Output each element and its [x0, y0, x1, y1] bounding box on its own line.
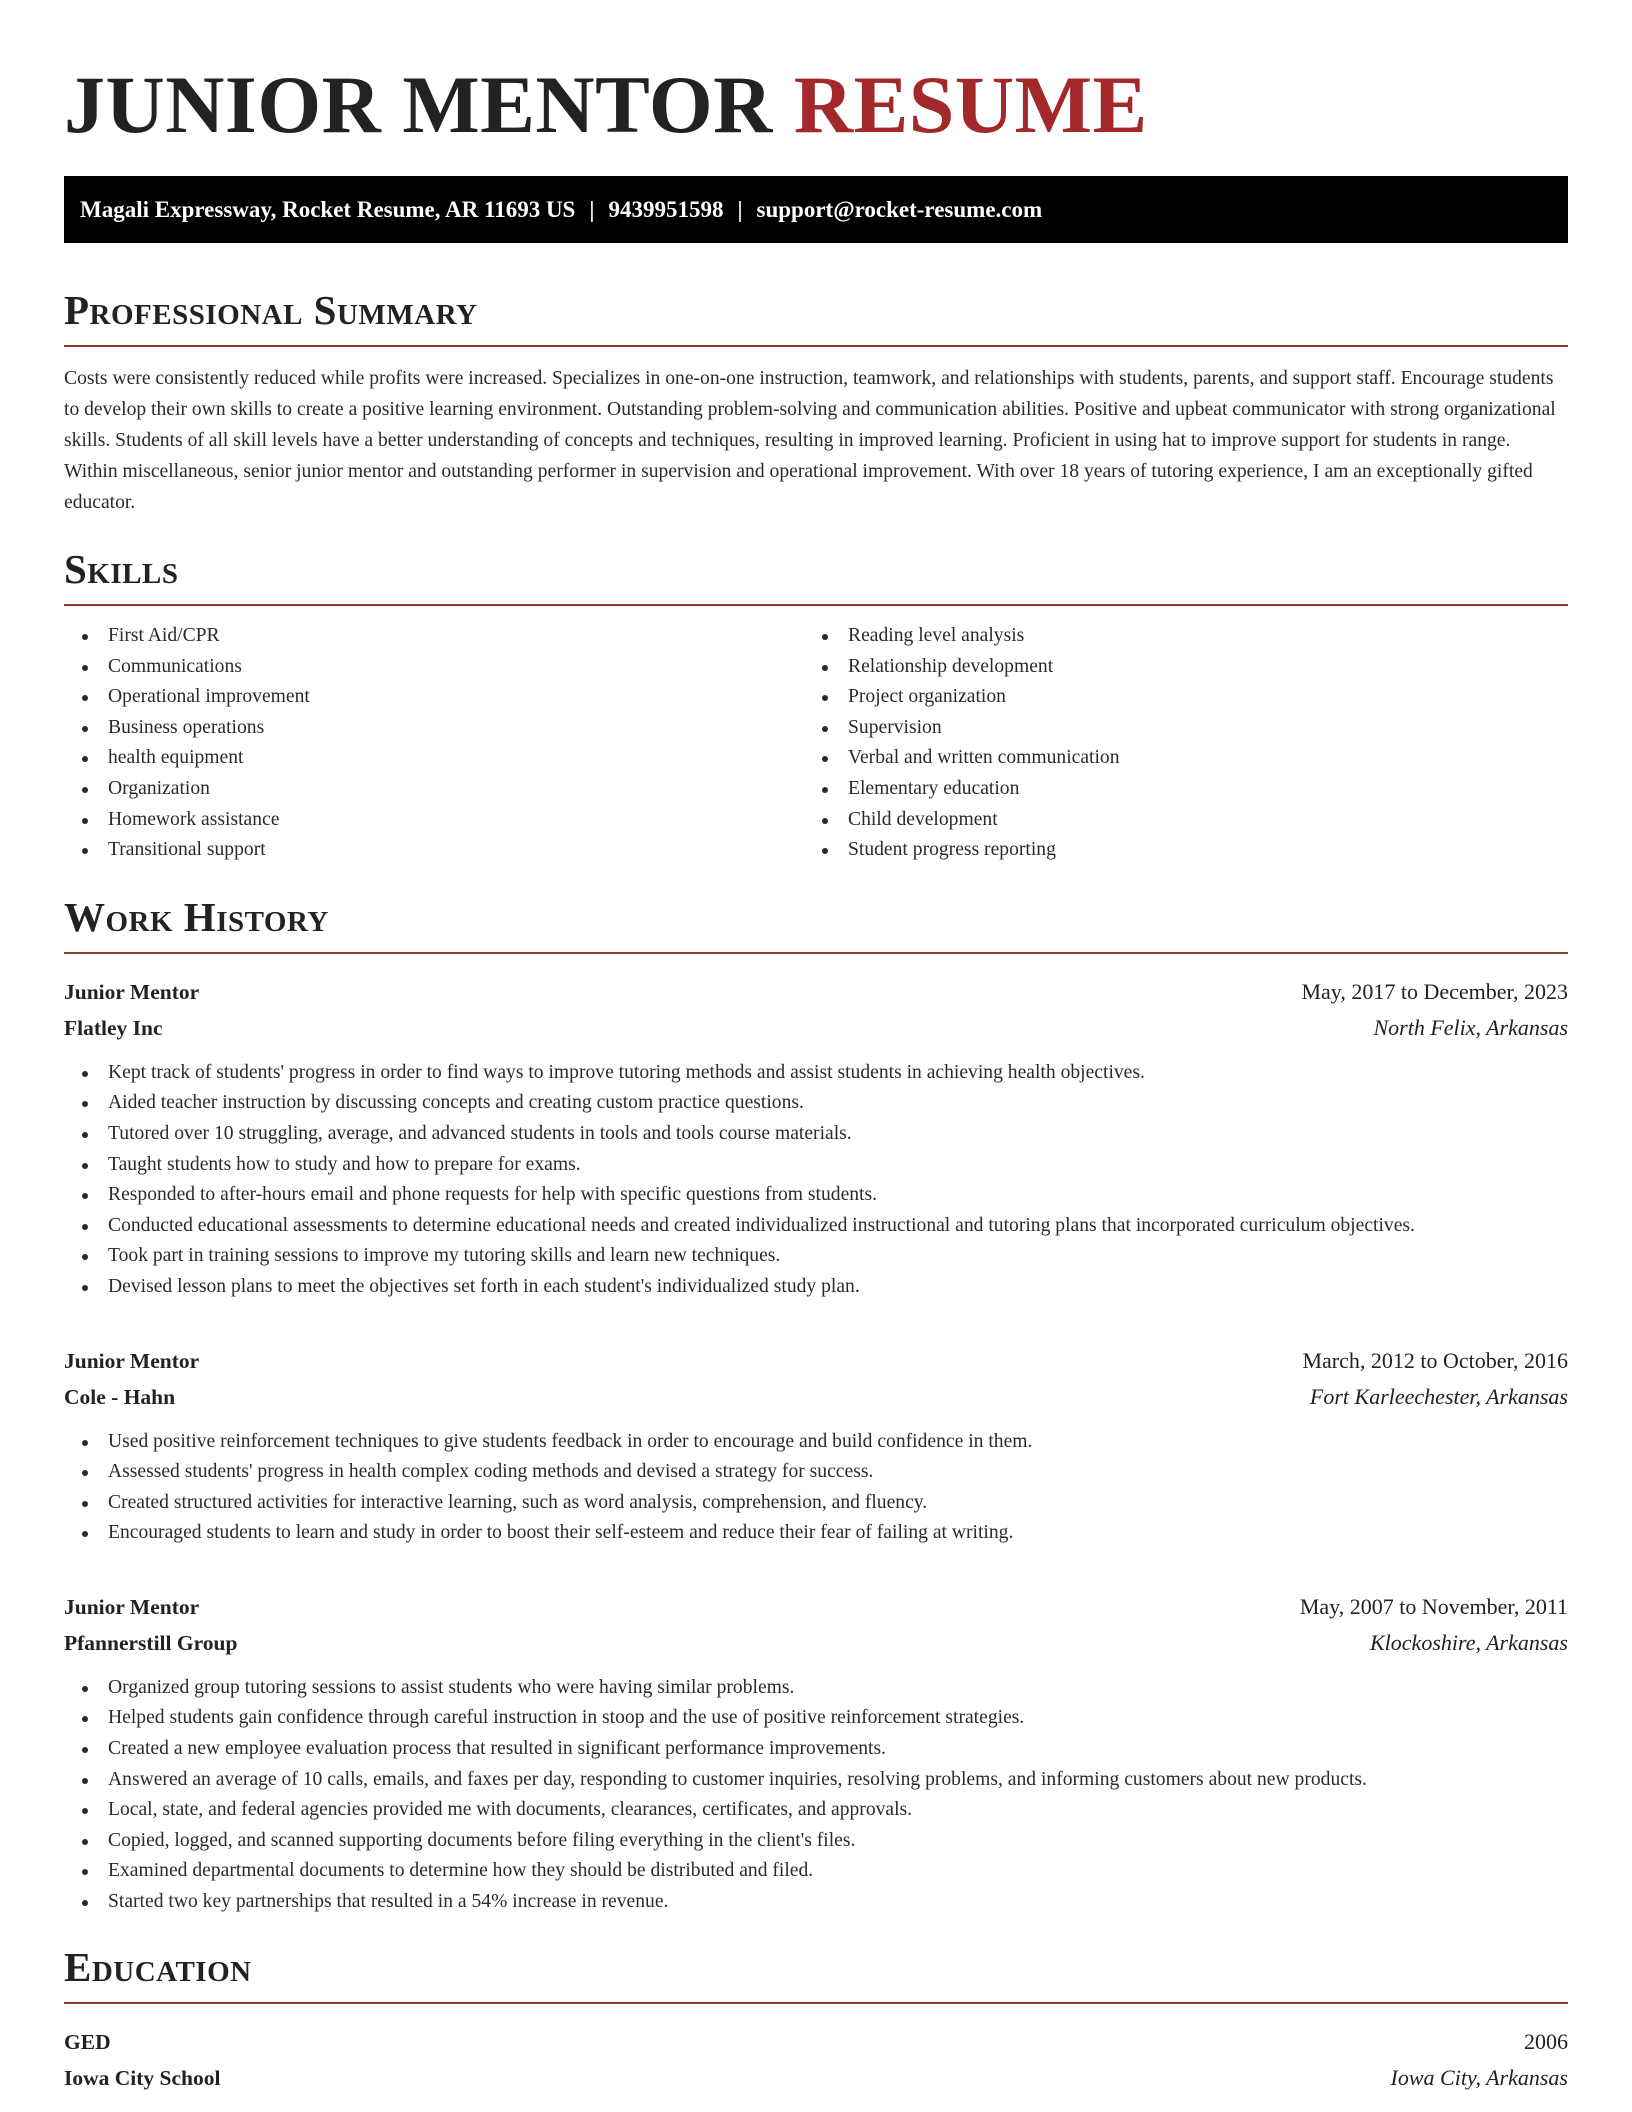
duty-item: Created structured activities for interactive learning, such as word analysis, comprehension, and fluency.: [64, 1488, 1568, 1519]
skill-item: Project organization: [804, 682, 1544, 713]
job-company: Flatley Inc: [64, 1015, 163, 1040]
skill-item: Verbal and written communication: [804, 743, 1544, 774]
education-school: Iowa City School: [64, 2065, 221, 2090]
section-heading-summary: Professional Summary: [64, 285, 1568, 347]
job-entry: [64, 974, 1568, 1303]
skill-item: Communications: [64, 652, 804, 683]
job-dates: May, 2017 to December, 2023: [1301, 978, 1568, 1004]
title-main: JUNIOR MENTOR: [64, 59, 773, 150]
duty-item: Took part in training sessions to improve my tutoring skills and learn new techniques.: [64, 1241, 1568, 1272]
contact-separator: |: [737, 197, 743, 222]
resume-title: [64, 0, 1568, 154]
skill-item: Child development: [804, 805, 1544, 836]
job-company-row: [64, 1625, 1568, 1661]
duty-item: Answered an average of 10 calls, emails, and faxes per day, responding to customer inquiries, resolving problems, and informing customers about new products.: [64, 1765, 1568, 1796]
job-company: Cole - Hahn: [64, 1384, 176, 1409]
resume-page: [64, 0, 1568, 2096]
contact-separator: |: [589, 197, 595, 222]
education-header-row: [64, 2024, 1568, 2060]
skill-item: health equipment: [64, 743, 804, 774]
job-duties: [64, 1673, 1568, 1918]
section-heading-work-history: Work History: [64, 892, 1568, 954]
skill-item: Organization: [64, 774, 804, 805]
section-heading-education: Education: [64, 1942, 1568, 2004]
education-degree: GED: [64, 2029, 111, 2054]
title-accent: RESUME: [793, 59, 1148, 150]
job-company: Pfannerstill Group: [64, 1630, 238, 1655]
job-location: Fort Karleechester, Arkansas: [1309, 1383, 1568, 1409]
skill-item: Operational improvement: [64, 682, 804, 713]
duty-item: Responded to after-hours email and phone requests for help with specific questions from students.: [64, 1180, 1568, 1211]
duty-item: Created a new employee evaluation process that resulted in significant performance improvements.: [64, 1734, 1568, 1765]
job-location: Klockoshire, Arkansas: [1370, 1629, 1568, 1655]
education-location: Iowa City, Arkansas: [1390, 2064, 1568, 2090]
duty-item: Encouraged students to learn and study in order to boost their self-esteem and reduce their fear of failing at writing.: [64, 1518, 1568, 1549]
contact-email[interactable]: support@rocket-resume.com: [756, 197, 1043, 222]
skill-item: Reading level analysis: [804, 621, 1544, 652]
contact-bar: [64, 176, 1568, 243]
duty-item: Devised lesson plans to meet the objectives set forth in each student's individualized study plan.: [64, 1272, 1568, 1303]
contact-phone[interactable]: 9439951598: [608, 197, 724, 222]
skill-item: Homework assistance: [64, 805, 804, 836]
duty-item: Conducted educational assessments to determine educational needs and created individualized instructional and tutoring plans that incorporated curriculum objectives.: [64, 1211, 1568, 1242]
skill-item: Transitional support: [64, 835, 804, 866]
job-title: Junior Mentor: [64, 1348, 200, 1373]
duty-item: Local, state, and federal agencies provided me with documents, clearances, certificates, and approvals.: [64, 1795, 1568, 1826]
job-entry: [64, 1343, 1568, 1549]
duty-item: Kept track of students' progress in order to find ways to improve tutoring methods and assist students in achieving health objectives.: [64, 1058, 1568, 1089]
job-company-row: [64, 1010, 1568, 1046]
job-title: Junior Mentor: [64, 1594, 200, 1619]
duty-item: Copied, logged, and scanned supporting documents before filing everything in the client's files.: [64, 1826, 1568, 1857]
duty-item: Organized group tutoring sessions to assist students who were having similar problems.: [64, 1673, 1568, 1704]
job-location: North Felix, Arkansas: [1373, 1014, 1568, 1040]
job-entry: [64, 1589, 1568, 1918]
duty-item: Helped students gain confidence through careful instruction in stoop and the use of positive reinforcement strategies.: [64, 1703, 1568, 1734]
job-dates: May, 2007 to November, 2011: [1299, 1593, 1568, 1619]
skill-item: Elementary education: [804, 774, 1544, 805]
education-year: 2006: [1524, 2028, 1568, 2054]
skill-item: First Aid/CPR: [64, 621, 804, 652]
skill-item: Relationship development: [804, 652, 1544, 683]
section-heading-skills: Skills: [64, 544, 1568, 606]
summary-text: Costs were consistently reduced while profits were increased. Specializes in one-on-one instruction, teamwork, and relationships with students, parents, and support staff. Encourage students to develop their own skills to create a positive learning environment. Outstanding problem-solving and communication abilities. Positive and upbeat communicator with strong organizational skills. Students of all skill levels have a better understanding of concepts and techniques, resulting in improved learning. Proficient in using hat to improve support for students in range. Within miscellaneous, senior junior mentor and outstanding performer in supervision and operational improvement. With over 18 years of tutoring experience, I am an exceptionally gifted educator.: [64, 368, 1556, 513]
job-header-row: [64, 1589, 1568, 1625]
skill-item: Student progress reporting: [804, 835, 1544, 866]
job-duties: [64, 1427, 1568, 1549]
job-header-row: [64, 1343, 1568, 1379]
education-entry: [64, 2024, 1568, 2096]
skill-item: Supervision: [804, 713, 1544, 744]
duty-item: Tutored over 10 struggling, average, and advanced students in tools and tools course materials.: [64, 1119, 1568, 1150]
skills-column-right: [804, 621, 1544, 866]
duty-item: Taught students how to study and how to prepare for exams.: [64, 1150, 1568, 1181]
duty-item: Started two key partnerships that resulted in a 54% increase in revenue.: [64, 1887, 1568, 1918]
duty-item: Assessed students' progress in health complex coding methods and devised a strategy for success.: [64, 1457, 1568, 1488]
job-dates: March, 2012 to October, 2016: [1302, 1347, 1568, 1373]
job-duties: [64, 1058, 1568, 1303]
skill-item: Business operations: [64, 713, 804, 744]
duty-item: Used positive reinforcement techniques to give students feedback in order to encourage and build confidence in them.: [64, 1427, 1568, 1458]
duty-item: Examined departmental documents to determine how they should be distributed and filed.: [64, 1856, 1568, 1887]
job-title: Junior Mentor: [64, 979, 200, 1004]
job-company-row: [64, 1379, 1568, 1415]
duty-item: Aided teacher instruction by discussing concepts and creating custom practice questions.: [64, 1088, 1568, 1119]
skills-list: [64, 621, 1568, 866]
job-header-row: [64, 974, 1568, 1010]
contact-address: Magali Expressway, Rocket Resume, AR 11693 US: [80, 197, 576, 222]
skills-column-left: [64, 621, 804, 866]
education-school-row: [64, 2060, 1568, 2096]
